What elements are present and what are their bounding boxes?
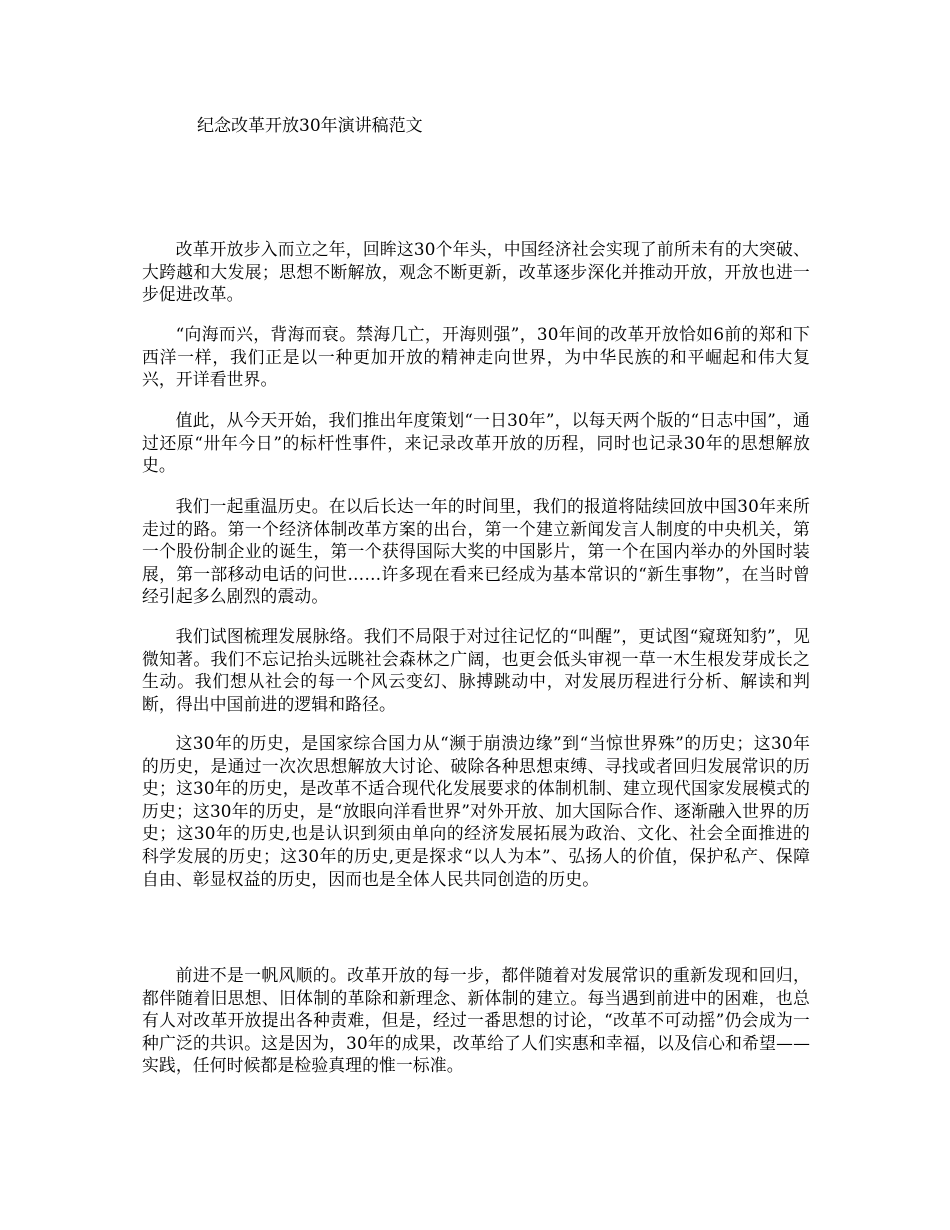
document-title: 纪念改革开放30年演讲稿范文 xyxy=(197,116,423,136)
paragraph-7: 前进不是一帆风顺的。改革开放的每一步，都伴随着对发展常识的重新发现和回归，都伴随着旧思想、旧体制的革除和新理念、新体制的建立。每当遇到前进中的困难，也总有人对改革开放提出各种责难，但是，经过一番思想的讨论，“改革不可动摇”仍会成为一种广泛的共识。这是因为，30年的成果，改革给了人们实惠和幸福，以及信心和希望——实践，任何时候都是检验真理的惟一标准。 xyxy=(142,965,810,1076)
paragraph-4: 我们一起重温历史。在以后长达一年的时间里，我们的报道将陆续回放中国30年来所走过的路。第一个经济体制改革方案的出台，第一个建立新闻发言人制度的中央机关，第一个股份制企业的诞生，第一个获得国际大奖的中国影片，第一个在国内举办的外国时装展，第一部移动电话的问世……许多现在看来已经成为基本常识的“新生事物”，在当时曾经引起多么剧烈的震动。 xyxy=(142,496,810,607)
paragraph-5: 我们试图梳理发展脉络。我们不局限于对过往记忆的“叫醒”，更试图“窥斑知豹”，见微知著。我们不忘记抬头远眺社会森林之广阔，也更会低头审视一草一木生根发芽成长之生动。我们想从社会的每一个风云变幻、脉搏跳动中，对发展历程进行分析、解读和判断，得出中国前进的逻辑和路径。 xyxy=(142,626,810,714)
paragraph-2: “向海而兴，背海而衰。禁海几亡，开海则强”，30年间的改革开放恰如6前的郑和下西洋一样，我们正是以一种更加开放的精神走向世界，为中华民族的和平崛起和伟大复兴，开详看世界。 xyxy=(142,324,810,390)
paragraph-6: 这30年的历史，是国家综合国力从“濒于崩溃边缘”到“当惊世界殊”的历史；这30年的历史，是通过一次次思想解放大讨论、破除各种思想束缚、寻找或者回归发展常识的历史；这30年的历史，是改革不适合现代化发展要求的体制机制、建立现代国家发展模式的历史；这30年的历史，是“放眼向洋看世界”对外开放、加大国际合作、逐渐融入世界的历史；这30年的历史,也是认识到须由单向的经济发展拓展为政治、文化、社会全面推进的科学发展的历史；这30年的历史,更是探求“以人为本”、弘扬人的价值，保护私产、保障自由、彰显权益的历史，因而也是全体人民共同创造的历史。 xyxy=(142,733,810,889)
paragraph-3: 值此，从今天开始，我们推出年度策划“一日30年”，以每天两个版的“日志中国”，通过还原“卅年今日”的标杆性事件，来记录改革开放的历程，同时也记录30年的思想解放史。 xyxy=(142,410,810,476)
paragraph-1: 改革开放步入而立之年，回眸这30个年头，中国经济社会实现了前所未有的大突破、大跨越和大发展；思想不断解放，观念不断更新，改革逐步深化并推动开放，开放也进一步促进改革。 xyxy=(142,239,810,305)
